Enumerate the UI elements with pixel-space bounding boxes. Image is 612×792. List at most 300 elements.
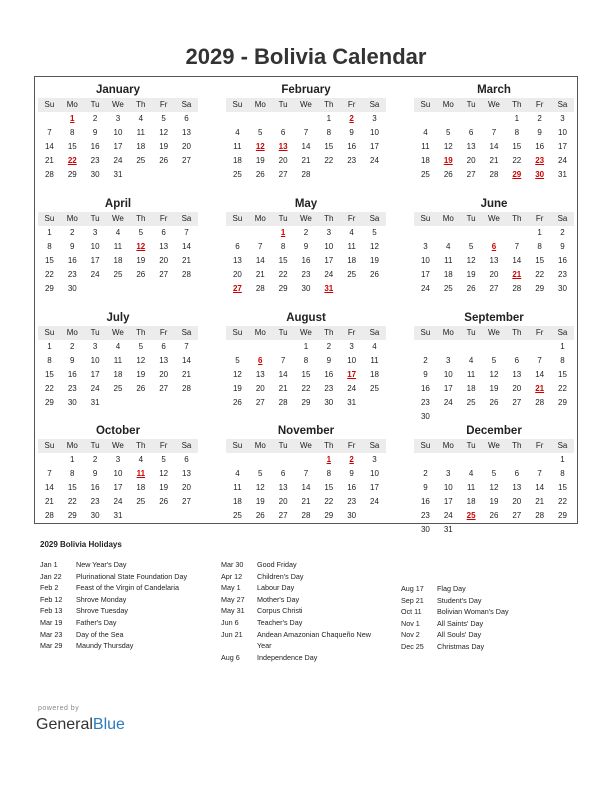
weekday-label: Th [324, 214, 334, 223]
weekday-label: Tu [90, 214, 100, 223]
holiday-day: 12 [136, 242, 146, 251]
day-grid [226, 112, 386, 182]
day-cell: 12 [159, 469, 169, 478]
weekday-label: Th [136, 328, 146, 337]
holiday-day: 13 [278, 142, 288, 151]
day-cell: 21 [301, 156, 311, 165]
day-cell: 13 [489, 256, 499, 265]
holiday-name: Father's Day [76, 617, 117, 627]
day-cell: 30 [67, 398, 77, 407]
weekday-header [226, 212, 386, 226]
weekday-label: We [112, 214, 124, 223]
day-cell: 1 [326, 114, 332, 123]
holiday-date: Nov 2 [401, 630, 420, 640]
day-cell: 27 [278, 170, 288, 179]
day-cell: 26 [159, 156, 169, 165]
month-october [38, 423, 198, 523]
day-cell: 26 [443, 170, 453, 179]
holiday-row [40, 617, 200, 629]
holiday-date: Mar 29 [40, 641, 63, 651]
day-cell: 7 [280, 356, 286, 365]
day-cell: 25 [420, 170, 430, 179]
day-cell: 11 [347, 242, 356, 251]
day-cell: 10 [324, 242, 334, 251]
day-cell: 22 [324, 497, 334, 506]
weekday-label: Sa [369, 100, 380, 109]
holiday-day: 1 [280, 228, 286, 237]
day-cell: 10 [443, 370, 453, 379]
day-cell: 24 [113, 156, 123, 165]
day-cell: 9 [92, 128, 98, 137]
day-cell: 7 [303, 128, 309, 137]
day-grid [414, 340, 574, 424]
weekday-label: Tu [278, 441, 288, 450]
empty-cell [295, 112, 318, 126]
day-cell: 6 [514, 356, 520, 365]
month-name: August [286, 312, 326, 324]
holiday-name: Flag Day [437, 584, 466, 593]
empty-cell [249, 226, 272, 240]
day-cell: 23 [420, 511, 430, 520]
day-cell: 18 [370, 370, 379, 379]
holiday-date: Mar 23 [40, 629, 63, 639]
day-cell: 30 [301, 284, 311, 293]
day-cell: 6 [514, 469, 520, 478]
weekday-label: Fr [159, 441, 168, 450]
day-cell: 14 [489, 142, 499, 151]
day-cell: 19 [159, 483, 169, 492]
day-cell: 23 [347, 156, 357, 165]
day-cell: 27 [182, 156, 191, 165]
holiday-day: 31 [324, 284, 334, 293]
day-cell: 10 [558, 128, 567, 137]
empty-cell [272, 112, 295, 126]
day-cell: 29 [67, 170, 77, 179]
weekday-header [38, 212, 198, 226]
weekday-label: Mo [66, 100, 78, 109]
day-cell: 20 [182, 483, 191, 492]
weekday-label: Sa [557, 214, 568, 223]
weekday-header [414, 98, 574, 112]
empty-cell [528, 340, 551, 354]
day-cell: 15 [324, 483, 334, 492]
day-cell: 22 [278, 270, 288, 279]
day-cell: 15 [558, 370, 567, 379]
day-cell: 19 [136, 370, 146, 379]
day-cell: 18 [466, 497, 476, 506]
day-cell: 14 [182, 356, 191, 365]
day-cell: 10 [370, 128, 379, 137]
empty-cell [460, 226, 483, 240]
brand-blue: Blue [92, 716, 125, 733]
day-cell: 30 [67, 284, 77, 293]
weekday-label: Sa [557, 100, 568, 109]
holiday-row [40, 582, 200, 594]
day-cell: 19 [159, 142, 169, 151]
day-cell: 2 [423, 469, 428, 478]
day-cell: 18 [420, 156, 430, 165]
day-grid [414, 453, 574, 537]
day-cell: 22 [67, 497, 77, 506]
day-cell: 20 [255, 384, 265, 393]
day-cell: 16 [90, 483, 100, 492]
weekday-label: Sa [181, 441, 192, 450]
day-cell: 28 [182, 384, 191, 393]
holiday-row [401, 595, 561, 607]
day-cell: 11 [233, 483, 242, 492]
weekday-label: Tu [466, 441, 476, 450]
holiday-date: Aug 17 [401, 584, 424, 593]
day-cell: 15 [512, 142, 522, 151]
day-cell: 27 [255, 398, 265, 407]
day-cell: 20 [159, 256, 169, 265]
holiday-day: 2 [349, 114, 354, 123]
weekday-label: Fr [535, 328, 544, 337]
day-cell: 25 [113, 384, 123, 393]
empty-cell [483, 226, 506, 240]
powered-by: powered by [38, 705, 80, 712]
weekday-label: Fr [535, 100, 544, 109]
holiday-row [221, 594, 381, 606]
day-cell: 3 [372, 455, 377, 464]
day-cell: 12 [489, 483, 499, 492]
day-cell: 30 [420, 412, 430, 421]
day-cell: 22 [558, 497, 567, 506]
day-cell: 5 [372, 228, 377, 237]
day-cell: 15 [67, 142, 77, 151]
weekday-label: We [488, 100, 500, 109]
holiday-date: May 1 [221, 583, 241, 593]
weekday-label: Fr [347, 441, 356, 450]
weekday-label: Mo [254, 100, 266, 109]
weekday-label: Th [512, 100, 522, 109]
day-cell: 11 [233, 142, 242, 151]
month-name: May [294, 198, 318, 210]
weekday-label: We [300, 441, 312, 450]
holiday-row [401, 641, 561, 653]
empty-cell [272, 340, 295, 354]
day-cell: 13 [182, 128, 191, 137]
weekday-label: We [300, 214, 312, 223]
holiday-row [401, 583, 561, 595]
holiday-row [221, 629, 381, 652]
month-name: November [277, 425, 335, 437]
weekday-label: We [488, 328, 500, 337]
day-cell: 31 [347, 398, 357, 407]
holiday-day: 6 [491, 242, 497, 251]
day-cell: 24 [370, 156, 379, 165]
day-cell: 22 [558, 384, 567, 393]
day-cell: 5 [491, 356, 497, 365]
day-cell: 9 [349, 469, 354, 478]
weekday-header [226, 98, 386, 112]
month-name: March [477, 84, 511, 96]
weekday-label: Su [232, 441, 243, 450]
day-cell: 20 [232, 270, 242, 279]
day-cell: 11 [113, 356, 123, 365]
day-cell: 1 [537, 228, 542, 237]
day-cell: 9 [70, 242, 75, 251]
day-cell: 5 [161, 114, 166, 123]
month-january [38, 82, 198, 182]
day-cell: 18 [232, 497, 242, 506]
weekday-label: Mo [442, 100, 454, 109]
empty-cell [414, 340, 437, 354]
weekday-label: Fr [159, 328, 168, 337]
day-grid [38, 340, 198, 410]
day-cell: 24 [324, 270, 334, 279]
day-cell: 25 [232, 170, 242, 179]
holiday-date: May 31 [221, 606, 245, 616]
day-cell: 11 [136, 128, 145, 137]
day-cell: 24 [347, 384, 357, 393]
weekday-label: Th [512, 214, 522, 223]
day-cell: 27 [159, 384, 169, 393]
holiday-row [401, 629, 561, 641]
month-name: April [104, 198, 132, 210]
weekday-label: Tu [466, 214, 476, 223]
day-cell: 8 [70, 469, 75, 478]
day-cell: 17 [113, 483, 123, 492]
weekday-label: Sa [181, 100, 192, 109]
day-cell: 5 [258, 469, 263, 478]
weekday-label: Th [324, 100, 334, 109]
weekday-header [38, 326, 198, 340]
day-cell: 25 [136, 156, 146, 165]
empty-cell [226, 226, 249, 240]
day-cell: 13 [255, 370, 265, 379]
empty-cell [414, 453, 437, 467]
day-cell: 7 [184, 228, 189, 237]
day-cell: 2 [560, 228, 565, 237]
holiday-row [221, 652, 381, 664]
day-cell: 31 [90, 398, 100, 407]
holiday-name: New Year's Day [76, 560, 127, 569]
weekday-label: Th [136, 214, 146, 223]
day-cell: 8 [326, 128, 332, 137]
weekday-label: Sa [557, 328, 568, 337]
day-cell: 4 [349, 228, 354, 237]
month-march [414, 82, 574, 182]
day-cell: 3 [446, 469, 451, 478]
month-name: June [480, 198, 508, 210]
day-cell: 27 [159, 270, 169, 279]
month-july [38, 310, 198, 410]
day-cell: 3 [326, 228, 332, 237]
day-cell: 21 [182, 370, 191, 379]
weekday-label: Su [232, 100, 243, 109]
day-cell: 16 [347, 142, 357, 151]
day-cell: 26 [489, 511, 499, 520]
day-cell: 22 [44, 384, 54, 393]
day-cell: 19 [466, 270, 476, 279]
holiday-day: 21 [535, 384, 545, 393]
holiday-date: Apr 12 [221, 571, 243, 581]
empty-cell [295, 453, 318, 467]
holiday-name: Mother's Day [257, 594, 300, 604]
day-cell: 17 [90, 256, 100, 265]
day-cell: 23 [301, 270, 311, 279]
day-cell: 16 [347, 483, 357, 492]
day-cell: 12 [466, 256, 476, 265]
holiday-row [401, 618, 561, 630]
day-cell: 10 [347, 356, 357, 365]
day-cell: 23 [558, 270, 567, 279]
day-cell: 21 [535, 497, 545, 506]
day-cell: 6 [161, 228, 166, 237]
day-cell: 16 [535, 142, 545, 151]
day-cell: 18 [136, 142, 146, 151]
day-cell: 26 [136, 270, 146, 279]
day-cell: 19 [489, 384, 499, 393]
empty-cell [460, 340, 483, 354]
holiday-row [221, 617, 381, 629]
day-cell: 28 [489, 170, 499, 179]
day-grid [38, 112, 198, 182]
day-cell: 29 [44, 398, 54, 407]
holiday-date: May 27 [221, 594, 245, 604]
day-cell: 31 [113, 511, 123, 520]
day-cell: 31 [443, 525, 453, 534]
day-cell: 24 [370, 497, 379, 506]
day-cell: 4 [468, 469, 474, 478]
day-cell: 4 [115, 342, 121, 351]
day-cell: 1 [47, 228, 52, 237]
day-cell: 9 [92, 469, 98, 478]
day-cell: 3 [115, 455, 121, 464]
weekday-label: Th [136, 441, 146, 450]
weekday-label: We [488, 214, 500, 223]
day-cell: 22 [512, 156, 522, 165]
day-cell: 17 [443, 384, 453, 393]
day-cell: 1 [560, 342, 565, 351]
day-cell: 15 [67, 483, 77, 492]
day-cell: 7 [258, 242, 263, 251]
day-cell: 24 [90, 270, 100, 279]
empty-cell [38, 112, 61, 126]
day-cell: 12 [255, 483, 265, 492]
holiday-date: Aug 6 [221, 652, 240, 662]
weekday-label: Fr [347, 100, 356, 109]
weekday-label: Su [44, 100, 55, 109]
day-cell: 27 [466, 170, 476, 179]
day-cell: 19 [370, 256, 379, 265]
month-name: October [95, 425, 141, 437]
day-cell: 24 [558, 156, 567, 165]
day-cell: 9 [70, 356, 75, 365]
day-cell: 12 [489, 370, 499, 379]
day-cell: 6 [235, 242, 240, 251]
weekday-label: Tu [466, 328, 476, 337]
day-cell: 7 [47, 128, 52, 137]
weekday-label: Su [44, 441, 55, 450]
day-cell: 21 [182, 256, 191, 265]
day-cell: 4 [423, 128, 428, 137]
day-cell: 15 [278, 256, 288, 265]
day-cell: 1 [560, 455, 565, 464]
empty-cell [505, 226, 528, 240]
holiday-row [40, 629, 200, 641]
day-cell: 29 [558, 511, 567, 520]
empty-cell [483, 340, 506, 354]
weekday-label: Tu [90, 328, 100, 337]
day-cell: 5 [446, 128, 451, 137]
day-cell: 16 [420, 384, 430, 393]
day-cell: 16 [324, 370, 334, 379]
day-cell: 16 [301, 256, 311, 265]
weekday-label: Th [324, 441, 334, 450]
day-cell: 13 [278, 483, 288, 492]
holiday-name: Day of the Sea [76, 629, 124, 639]
empty-cell [437, 226, 460, 240]
holiday-date: Feb 12 [40, 594, 63, 604]
day-cell: 5 [161, 455, 166, 464]
day-cell: 28 [255, 284, 265, 293]
day-cell: 26 [255, 170, 265, 179]
day-cell: 24 [443, 398, 453, 407]
day-cell: 7 [303, 469, 309, 478]
day-cell: 15 [301, 370, 311, 379]
day-cell: 7 [491, 128, 497, 137]
day-cell: 26 [255, 511, 265, 520]
day-cell: 8 [560, 356, 565, 365]
day-cell: 8 [514, 128, 520, 137]
weekday-header [226, 326, 386, 340]
day-cell: 2 [303, 228, 309, 237]
day-grid [38, 226, 198, 296]
day-cell: 6 [468, 128, 474, 137]
day-cell: 1 [70, 455, 75, 464]
day-cell: 17 [113, 142, 123, 151]
day-cell: 3 [423, 242, 428, 251]
holiday-day: 19 [443, 156, 453, 165]
empty-cell [414, 226, 437, 240]
day-cell: 19 [136, 256, 146, 265]
holiday-day: 21 [512, 270, 522, 279]
month-june [414, 196, 574, 296]
day-cell: 30 [347, 511, 357, 520]
weekday-label: Tu [90, 100, 100, 109]
holiday-name: Plurinational State Foundation Day [76, 571, 188, 581]
day-cell: 25 [136, 497, 146, 506]
day-cell: 20 [512, 384, 522, 393]
day-cell: 25 [232, 511, 242, 520]
weekday-header [38, 439, 198, 453]
holiday-column [401, 583, 561, 653]
weekday-label: Tu [278, 328, 288, 337]
day-cell: 13 [512, 483, 522, 492]
day-cell: 26 [232, 398, 242, 407]
weekday-label: Sa [369, 214, 380, 223]
brand-logo[interactable] [36, 716, 125, 734]
day-cell: 8 [47, 356, 52, 365]
day-cell: 25 [347, 270, 357, 279]
day-cell: 5 [491, 469, 497, 478]
day-cell: 26 [159, 497, 169, 506]
day-cell: 28 [278, 398, 288, 407]
day-cell: 14 [535, 370, 545, 379]
day-cell: 28 [512, 284, 522, 293]
weekday-label: Tu [278, 214, 288, 223]
day-cell: 14 [301, 483, 311, 492]
day-cell: 23 [90, 156, 100, 165]
day-cell: 22 [44, 270, 54, 279]
day-cell: 8 [537, 242, 542, 251]
day-cell: 9 [349, 128, 354, 137]
day-cell: 13 [182, 469, 191, 478]
day-cell: 12 [136, 356, 146, 365]
weekday-label: Su [44, 328, 55, 337]
